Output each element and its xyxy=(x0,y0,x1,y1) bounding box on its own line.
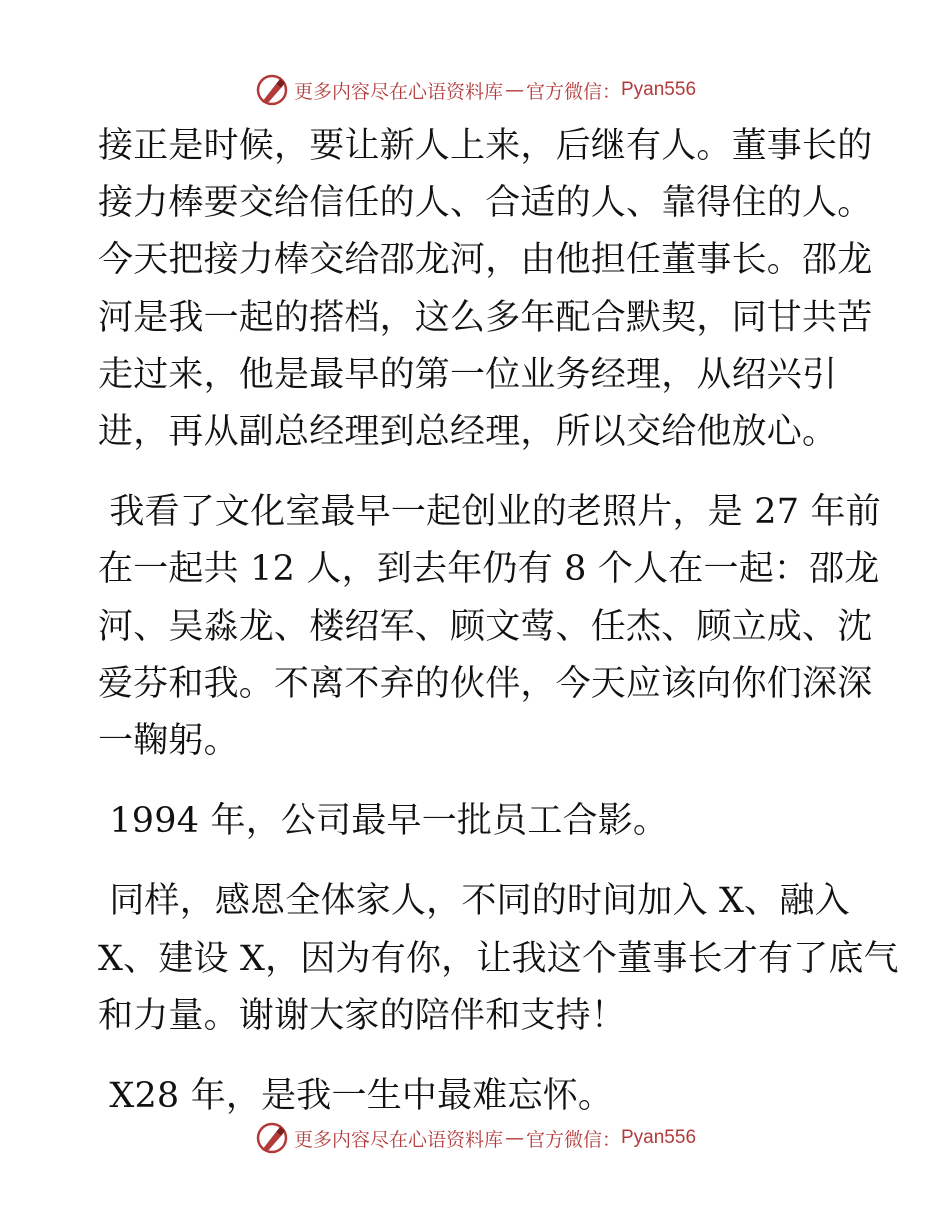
pen-logo-icon xyxy=(254,1120,290,1156)
text-line: 河、吴淼龙、楼绍军、顾文莺、任杰、顾立成、沈 xyxy=(98,606,873,647)
text-line: 今天把接力棒交给邵龙河，由他担任董事长。邵龙 xyxy=(98,240,873,281)
footer-banner xyxy=(0,1118,950,1158)
text-line: 一鞠躬。 xyxy=(98,721,239,762)
text-line: 1994 年，公司最早一批员工合影。 xyxy=(98,801,669,842)
footer-separator: — xyxy=(504,1127,524,1149)
pen-logo-icon xyxy=(254,72,290,108)
header-banner xyxy=(0,70,950,110)
header-text: 更多内容尽在心语资料库 xyxy=(293,80,503,103)
text-line: 和力量。谢谢大家的陪伴和支持！ xyxy=(98,995,627,1036)
text-line: 接力棒要交给信任的人、合适的人、靠得住的人。 xyxy=(98,183,873,224)
paragraph xyxy=(98,1068,858,1125)
document-body xyxy=(98,118,899,1125)
header-label: 官方微信： xyxy=(525,80,621,103)
text-line: X28 年，是我一生中最难忘怀。 xyxy=(98,1076,614,1117)
text-line: 接正是时候，要让新人上来，后继有人。董事长的 xyxy=(98,126,873,166)
header-separator: — xyxy=(504,79,524,101)
text-line: 在一起共 12 人，到去年仍有 8 个人在一起：邵龙 xyxy=(98,549,880,590)
text-line: 同样，感恩全体家人，不同的时间加入 X、融入 xyxy=(98,881,850,922)
paragraph xyxy=(98,873,899,1045)
text-line: 我看了文化室最早一起创业的老照片，是 27 年前 xyxy=(98,492,881,533)
text-line: 爱芬和我。不离不弃的伙伴，今天应该向你们深深 xyxy=(98,663,873,704)
paragraph xyxy=(98,793,858,850)
footer-label: 官方微信： xyxy=(525,1128,621,1151)
header-handle: Pyan556 xyxy=(621,79,697,100)
footer-handle: Pyan556 xyxy=(621,1127,697,1148)
text-line: 走过来，他是最早的第一位业务经理，从绍兴引 xyxy=(98,354,838,395)
footer-text: 更多内容尽在心语资料库 xyxy=(293,1128,503,1151)
text-line: 河是我一起的搭档，这么多年配合默契，同甘共苦 xyxy=(98,297,873,338)
paragraph xyxy=(98,484,881,770)
paragraph xyxy=(98,118,873,461)
text-line: X、建设 X，因为有你，让我这个董事长才有了底气 xyxy=(98,938,899,979)
text-line: 进，再从副总经理到总经理，所以交给他放心。 xyxy=(98,412,838,453)
